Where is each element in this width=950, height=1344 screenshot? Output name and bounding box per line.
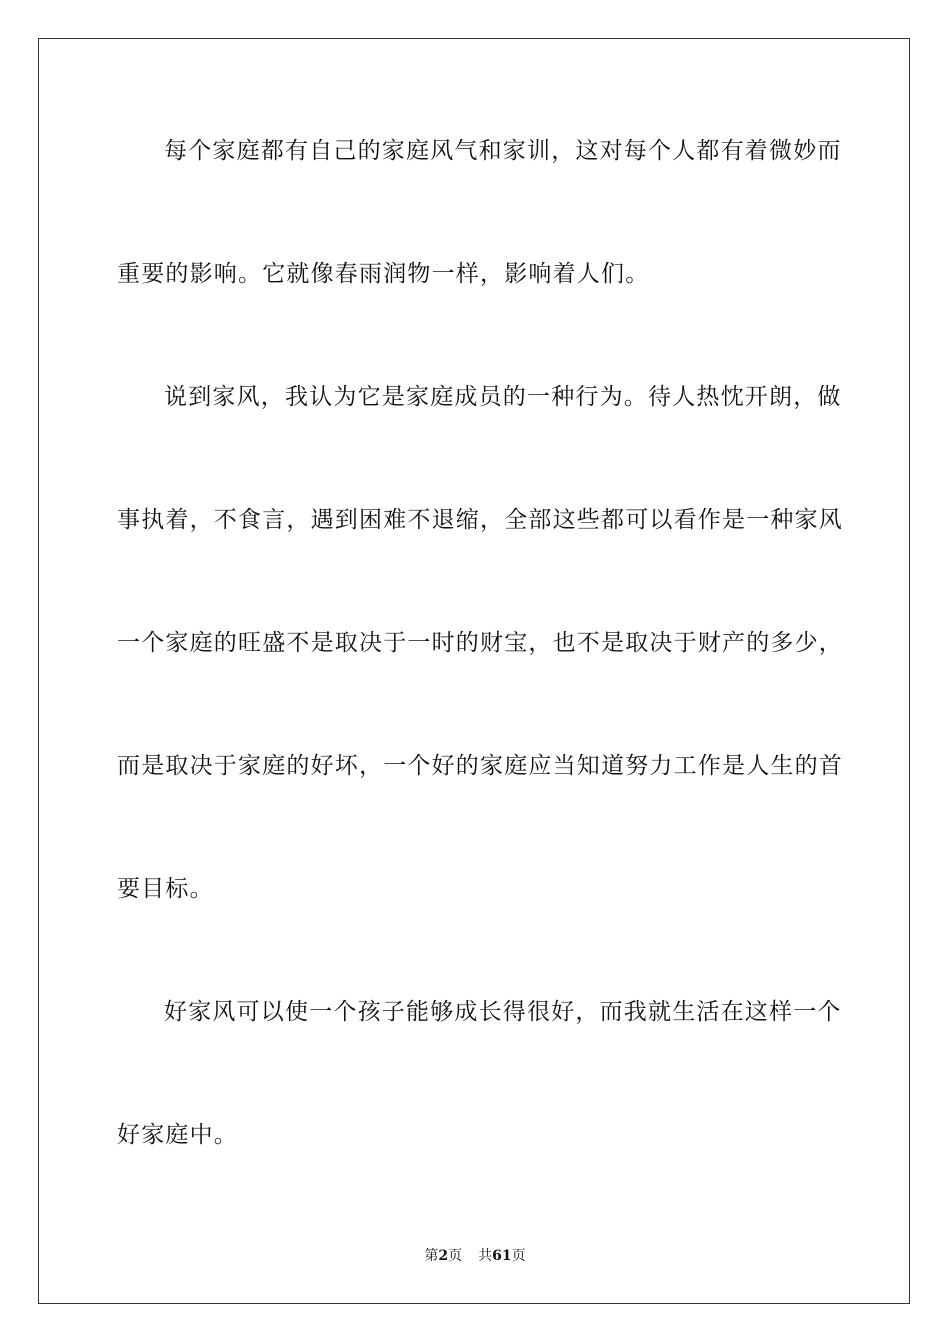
paragraph-1-line-2: 重要的影响。它就像春雨润物一样，影响着人们。 [117,261,650,287]
paragraph-1-line-1: 每个家庭都有自己的家庭风气和家训，这对每个人都有着微妙而 [164,138,842,164]
total-prefix: 共 [478,1248,493,1264]
page-number: 2 [438,1248,449,1264]
paragraph-2-line-2: 事执着，不食言，遇到困难不退缩，全部这些都可以看作是一种家风 [117,507,843,533]
paragraph-2-line-1: 说到家风，我认为它是家庭成员的一种行为。待人热忱开朗，做 [164,384,842,410]
paragraph-2-line-3: 一个家庭的旺盛不是取决于一时的财宝，也不是取决于财产的多少， [117,630,843,656]
total-pages: 61 [492,1248,512,1264]
paragraph-2-line-4: 而是取决于家庭的好坏，一个好的家庭应当知道努力工作是人生的首 [117,753,843,779]
paragraph-3-line-1: 好家风可以使一个孩子能够成长得很好，而我就生活在这样一个 [164,999,842,1025]
paragraph-2-line-5: 要目标。 [117,876,214,902]
page-prefix: 第 [424,1248,439,1264]
total-suffix: 页 [511,1248,526,1264]
page-footer [0,1246,950,1266]
paragraph-3-line-2: 好家庭中。 [117,1122,238,1148]
page-border [38,38,910,1304]
page-suffix: 页 [448,1248,463,1264]
